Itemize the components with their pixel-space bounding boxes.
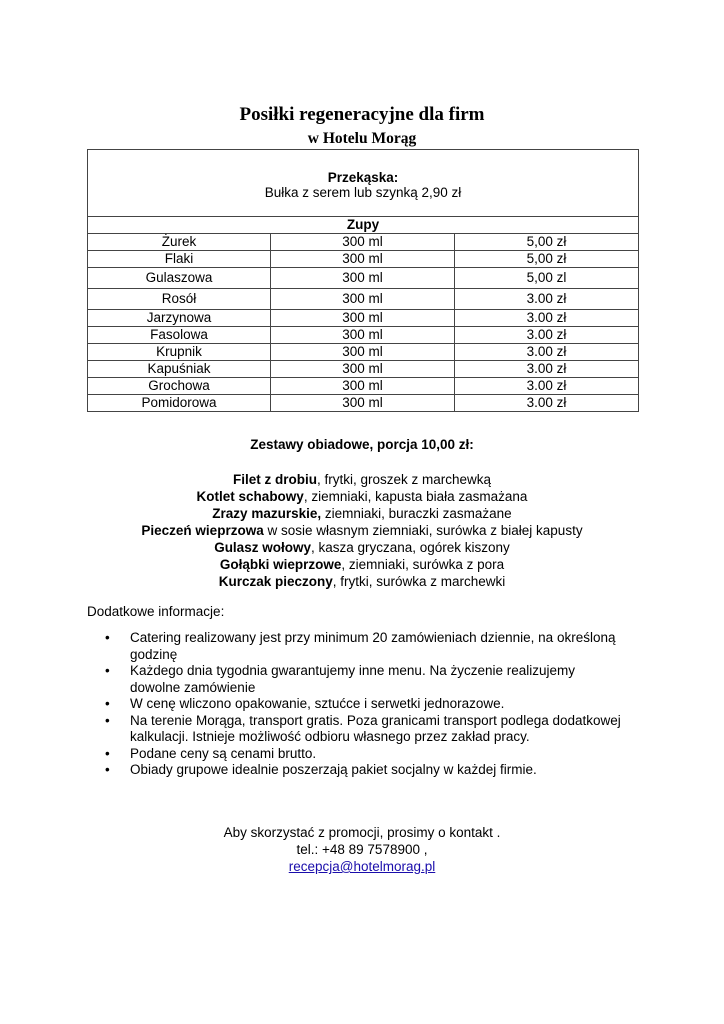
soup-volume: 300 ml xyxy=(271,310,455,327)
set-sides: , ziemniaki, kapusta biała zasmażana xyxy=(303,489,528,504)
list-item xyxy=(87,713,627,746)
set-dish: Gołąbki wieprzowe xyxy=(219,557,342,572)
soup-name: Fasolowa xyxy=(88,327,271,344)
menu-table xyxy=(87,149,639,412)
set-sides: ziemniaki, buraczki zasmażane xyxy=(321,506,512,521)
list-item xyxy=(87,696,627,713)
soup-volume: 300 ml xyxy=(271,234,455,251)
contact-phone: tel.: +48 89 7578900 , xyxy=(296,842,428,857)
soup-price: 3.00 zł xyxy=(455,310,639,327)
table-row xyxy=(88,234,639,251)
snack-label: Przekąska: xyxy=(327,169,399,185)
bullet-icon: • xyxy=(105,696,110,711)
soup-volume: 300 ml xyxy=(271,378,455,395)
set-item xyxy=(0,522,724,539)
table-row xyxy=(88,344,639,361)
bullet-icon: • xyxy=(105,745,110,761)
soup-volume: 300 ml xyxy=(271,268,455,289)
set-item xyxy=(0,505,724,522)
table-row xyxy=(88,395,639,412)
soup-price: 3.00 zł xyxy=(455,344,639,361)
table-row xyxy=(88,327,639,344)
set-item xyxy=(0,539,724,556)
set-item xyxy=(0,573,724,590)
soup-name: Flaki xyxy=(88,251,271,268)
list-item-text: W cenę wliczono opakowanie, sztućce i serwetki jednorazowe. xyxy=(130,696,505,711)
list-item xyxy=(87,762,627,779)
soup-price: 3.00 zł xyxy=(455,289,639,310)
soup-name: Rosół xyxy=(88,289,271,310)
bullet-icon: • xyxy=(105,712,110,728)
set-dish: Zrazy mazurskie, xyxy=(212,506,322,521)
soup-volume: 300 ml xyxy=(271,361,455,378)
set-sides: , frytki, surówka z marchewki xyxy=(332,574,506,589)
bullet-icon: • xyxy=(105,630,110,645)
set-dish: Filet z drobiu xyxy=(232,472,317,487)
soup-volume: 300 ml xyxy=(271,327,455,344)
soup-price: 5,00 zł xyxy=(455,251,639,268)
soup-name: Gulaszowa xyxy=(88,268,271,289)
set-item xyxy=(0,488,724,505)
set-dish: Pieczeń wieprzowa xyxy=(141,523,264,538)
sets-list xyxy=(0,471,724,590)
list-item-text: Podane ceny są cenami brutto. xyxy=(130,745,317,761)
bullet-icon: • xyxy=(105,663,110,678)
set-sides: , kasza gryczana, ogórek kiszony xyxy=(310,540,510,555)
table-row xyxy=(88,251,639,268)
list-item-text: Catering realizowany jest przy minimum 20 zamówieniach dziennie, na określoną godzinę xyxy=(130,630,616,662)
soup-price: 3.00 zł xyxy=(455,378,639,395)
bullet-icon: • xyxy=(105,762,110,777)
table-row xyxy=(88,378,639,395)
soup-volume: 300 ml xyxy=(271,344,455,361)
soup-volume: 300 ml xyxy=(271,395,455,412)
soup-name: Krupnik xyxy=(88,344,271,361)
soups-header: Zupy xyxy=(88,217,639,234)
page-subtitle: w Hotelu Morąg xyxy=(307,130,417,147)
table-row xyxy=(88,268,639,289)
contact-intro: Aby skorzystać z promocji, prosimy o kontakt . xyxy=(223,825,501,840)
soup-price: 3.00 zł xyxy=(455,327,639,344)
set-item xyxy=(0,556,724,573)
soup-volume: 300 ml xyxy=(271,251,455,268)
soup-price: 3.00 zł xyxy=(455,395,639,412)
page-title: Posiłki regeneracyjne dla firm xyxy=(239,104,485,125)
set-sides: w sosie własnym ziemniaki, surówka z białej kapusty xyxy=(263,523,583,538)
set-item xyxy=(0,471,724,488)
list-item xyxy=(87,746,627,763)
extra-info-title: Dodatkowe informacje: xyxy=(87,604,225,619)
list-item-text: Każdego dnia tygodnia gwarantujemy inne menu. Na życzenie realizujemy dowolne zamówienie xyxy=(130,663,575,695)
snack-text: Bułka z serem lub szynką 2,90 zł xyxy=(264,185,462,200)
table-row xyxy=(88,310,639,327)
soup-price: 5,00 zl xyxy=(455,268,639,289)
table-row xyxy=(88,289,639,310)
soup-name: Pomidorowa xyxy=(88,395,271,412)
sets-title: Zestawy obiadowe, porcja 10,00 zł: xyxy=(250,437,474,452)
soup-volume: 300 ml xyxy=(271,289,455,310)
set-dish: Kurczak pieczony xyxy=(218,574,333,589)
snack-cell xyxy=(88,150,639,217)
soup-name: Jarzynowa xyxy=(88,310,271,327)
set-sides: , frytki, groszek z marchewką xyxy=(316,472,492,487)
extra-info-list xyxy=(87,630,627,779)
soup-name: Grochowa xyxy=(88,378,271,395)
set-dish: Gulasz wołowy xyxy=(214,540,311,555)
soup-name: Żurek xyxy=(88,234,271,251)
table-row xyxy=(88,361,639,378)
list-item-text: Obiady grupowe idealnie poszerzają pakiet socjalny w każdej firmie. xyxy=(130,762,537,777)
set-dish: Kotlet schabowy xyxy=(196,489,304,504)
soup-name: Kapuśniak xyxy=(88,361,271,378)
contact-block xyxy=(0,824,724,875)
soup-price: 3.00 zł xyxy=(455,361,639,378)
list-item xyxy=(87,630,627,663)
contact-email-link[interactable]: recepcja@hotelmorag.pl xyxy=(288,859,436,874)
set-sides: , ziemniaki, surówka z pora xyxy=(341,557,505,572)
list-item-text: Na terenie Morąga, transport gratis. Poza granicami transport podlega dodatkowej kalkulacji. Istnieje możliwość odbioru własnego przez zakład pracy. xyxy=(130,712,621,744)
soup-price: 5,00 zł xyxy=(455,234,639,251)
list-item xyxy=(87,663,627,696)
